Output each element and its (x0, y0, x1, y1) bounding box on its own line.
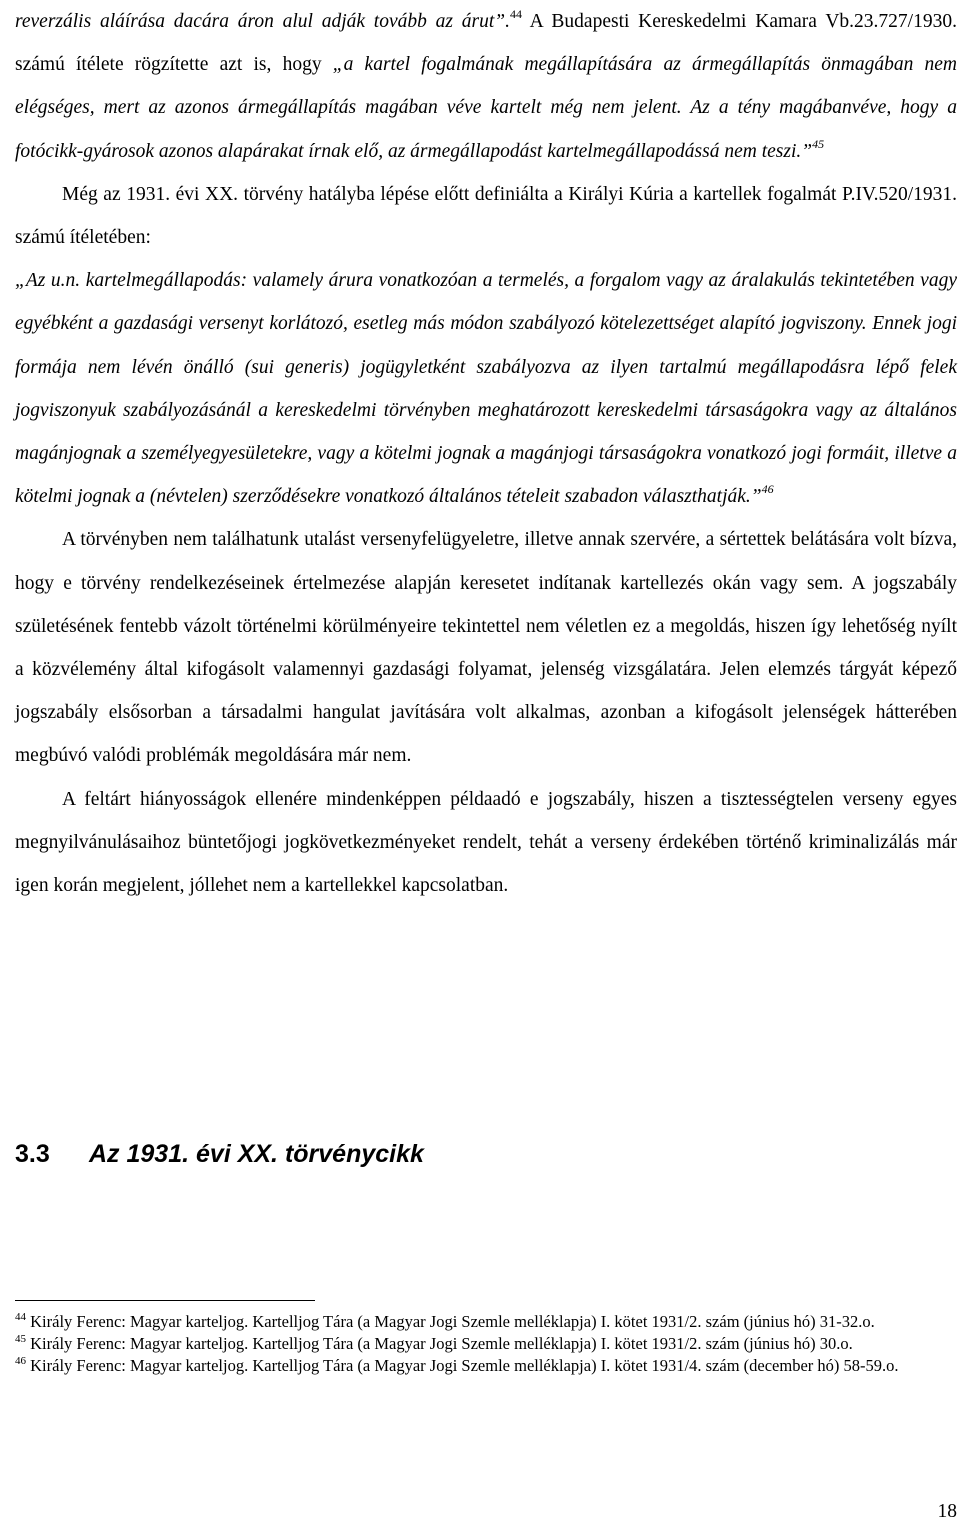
footnote-number: 45 (15, 1333, 26, 1345)
footnote-text: Király Ferenc: Magyar karteljog. Kartelljog Tára (a Magyar Jogi Szemle melléklapja) I. kötet 1931/2. szám (június hó) 30.o. (26, 1334, 853, 1353)
footnote-46 (15, 1355, 955, 1377)
footnote-number: 44 (15, 1311, 26, 1323)
footnote-45 (15, 1333, 955, 1355)
footnote-text: Király Ferenc: Magyar karteljog. Kartelljog Tára (a Magyar Jogi Szemle melléklapja) I. kötet 1931/4. szám (december hó) 58-59.o. (26, 1356, 899, 1375)
quote-open: „ (15, 270, 26, 292)
footnote-ref-45[interactable]: 45 (812, 136, 825, 151)
footnote-text: Király Ferenc: Magyar karteljog. Kartelljog Tára (a Magyar Jogi Szemle melléklapja) I. kötet 1931/2. szám (június hó) 31-32.o. (26, 1312, 875, 1331)
quote-close: ” (801, 140, 813, 162)
footnote-44 (15, 1311, 955, 1333)
footnote-ref-46[interactable]: 46 (761, 482, 774, 497)
paragraph-text: A Budapesti Kereskedelmi Kamara Vb.23.727/1930. számú ítélete rögzítette azt is, hogy (15, 11, 957, 76)
paragraph-3-quote (15, 259, 957, 518)
paragraph-5: A feltárt hiányosságok ellenére mindenképpen példaadó e jogszabály, hiszen a tisztességtelen verseny egyes megnyilvánulásaihoz büntetőjogi jogkövetkezményeket rendelt, tehát a verseny érdekében történő kriminalizálás már igen korán megjelent, jóllehet nem a kartellekkel kapcsolatban. (15, 788, 957, 897)
paragraph-2: Még az 1931. évi XX. törvény hatályba lépése előtt definiálta a Királyi Kúria a kartellek fogalmát P.IV.520/1931. számú ítéletében: (15, 183, 957, 249)
paragraph-1 (15, 0, 957, 173)
quote-text: reverzális aláírása dacára áron alul adják tovább az árut (15, 11, 495, 32)
quote-open: „ (332, 54, 344, 76)
footnotes (15, 1311, 955, 1377)
section-title: Az 1931. évi XX. törvénycikk (89, 1140, 424, 1168)
paragraph-4: A törvényben nem találhatunk utalást versenyfelügyeletre, illetve annak szervére, a sértettek belátására volt bízva, hogy e törvény rendelkezéseinek értelmezése alapján keresetet indítanak kartellezés okán vagy sem. A jogszabály születésének fentebb vázolt történelmi körülményeire tekintettel nem véletlen ez a megoldás, hiszen így lehetőség nyílt a közvélemény által kifogásolt valamennyi gazdasági folyamat, jelenség vizsgálatára. Jelen elemzés tárgyát képező jogszabály elsősorban a társadalmi hangulat javítására volt alkalmas, azonban a kifogásolt jelenségek hátterében megbúvó valódi problémák megoldására már nem. (15, 529, 957, 767)
footnote-ref-44[interactable]: 44 (509, 7, 522, 21)
quote-text: Az u.n. kartelmegállapodás: valamely árura vonatkozóan a termelés, a forgalom vagy az áralakulás tekintetében vagy egyébként a gazdasági versenyt korlátozó, esetleg más módon szabályozó kötelezettséget alapító jogviszony. Ennek jogi formája nem lévén önálló (sui generis) jogügyletként szabályozva az ilyen tartalmú megállapodásra lépő felek jogviszonyuk szabályozásánál a kereskedelmi törvényben meghatározott kereskedelmi társaságokra vagy az általános magánjognak a személyegyesületekre, vagy a kötelmi jognak a magánjogi társaságokra vonatkozó jogi formáit, illetve a kötelmi jognak a (névtelen) szerződésekre vonatkozó általános tételeit szabadon választhatják. (15, 270, 957, 508)
section-number: 3.3 (15, 1140, 50, 1168)
page-number: 18 (937, 1501, 957, 1522)
quote-close: ”. (494, 11, 510, 32)
document-page (15, 0, 957, 1375)
quote-close: ” (750, 486, 762, 508)
footnote-divider (15, 1300, 315, 1301)
quote-text: a kartel fogalmának megállapítására az ármegállapítás önmagában nem elégséges, mert az azonos ármegállapítás magában véve kartelt még nem jelent. Az a tény magábanvéve, hogy a fotócikk-gyárosok azonos alapárakat írnak elő, az ármegállapodást kartelmegállapodássá nem teszi. (15, 54, 957, 162)
footnote-number: 46 (15, 1355, 26, 1367)
section-heading (15, 1140, 424, 1169)
